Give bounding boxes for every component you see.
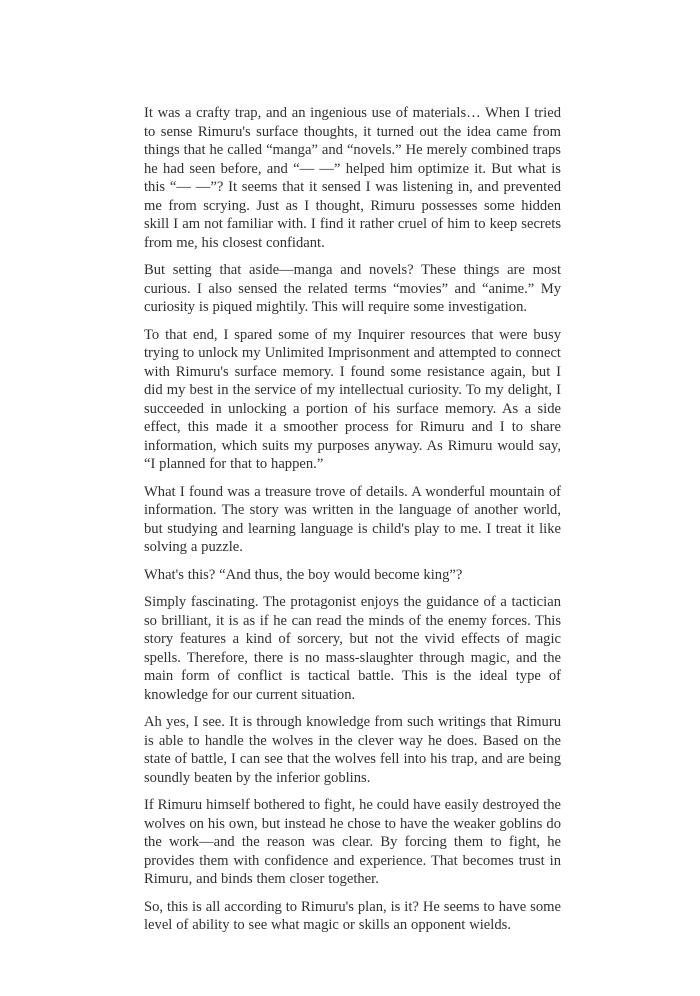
paragraph: If Rimuru himself bothered to fight, he could have easily destroyed the wolves on his own, but instead he chose to have the weaker goblins do the work—and the reason was clear. By forcing them to fight, he provides them with confidence and experience. That becomes trust in Rimuru, and binds them closer together. (144, 797, 561, 887)
paragraph: Ah yes, I see. It is through knowledge from such writings that Rimuru is able to handle the wolves in the clever way he does. Based on the state of battle, I can see that the wolves fell into his trap, and are being soundly beaten by the inferior goblins. (144, 714, 561, 786)
paragraph: But setting that aside—manga and novels? These things are most curious. I also sensed the related terms “movies” and “anime.” My curiosity is piqued mightily. This will require some investigation. (144, 262, 561, 315)
paragraph: Simply fascinating. The protagonist enjoys the guidance of a tactician so brilliant, it is as if he can read the minds of the enemy forces. This story features a kind of sorcery, but not the vivid effects of magic spells. Therefore, there is no mass-slaughter through magic, and the main form of conflict is tactical battle. This is the ideal type of knowledge for our current situation. (144, 594, 561, 703)
paragraph: To that end, I spared some of my Inquirer resources that were busy trying to unlock my Unlimited Imprisonment and attempted to connect with Rimuru's surface memory. I found some resistance again, but I did my best in the service of my intellectual curiosity. To my delight, I succeeded in unlocking a portion of his surface memory. As a side effect, this made it a smoother process for Rimuru and I to share information, which suits my purposes anyway. As Rimuru would say, “I planned for that to happen.” (144, 326, 561, 472)
paragraph: What's this? “And thus, the boy would become king”? (144, 566, 463, 583)
paragraph: It was a crafty trap, and an ingenious use of materials… When I tried to sense Rimuru's surface thoughts, it turned out the idea came from things that he called “manga” and “novels.” He merely combined traps he had seen before, and “— —” helped him optimize it. But what is this “— —”? It seems that it sensed I was listening in, and prevented me from scrying. Just as I thought, Rimuru possesses some hidden skill I am not familiar with. I find it rather cruel of him to keep secrets from me, his closest confidant. (144, 105, 561, 251)
paragraph: So, this is all according to Rimuru's plan, is it? He seems to have some level of ability to see what magic or skills an opponent wields. (144, 898, 561, 933)
text-column (144, 104, 561, 935)
paragraph: What I found was a treasure trove of details. A wonderful mountain of information. The story was written in the language of another world, but studying and learning language is child's play to me. I treat it like solving a puzzle. (144, 483, 561, 555)
